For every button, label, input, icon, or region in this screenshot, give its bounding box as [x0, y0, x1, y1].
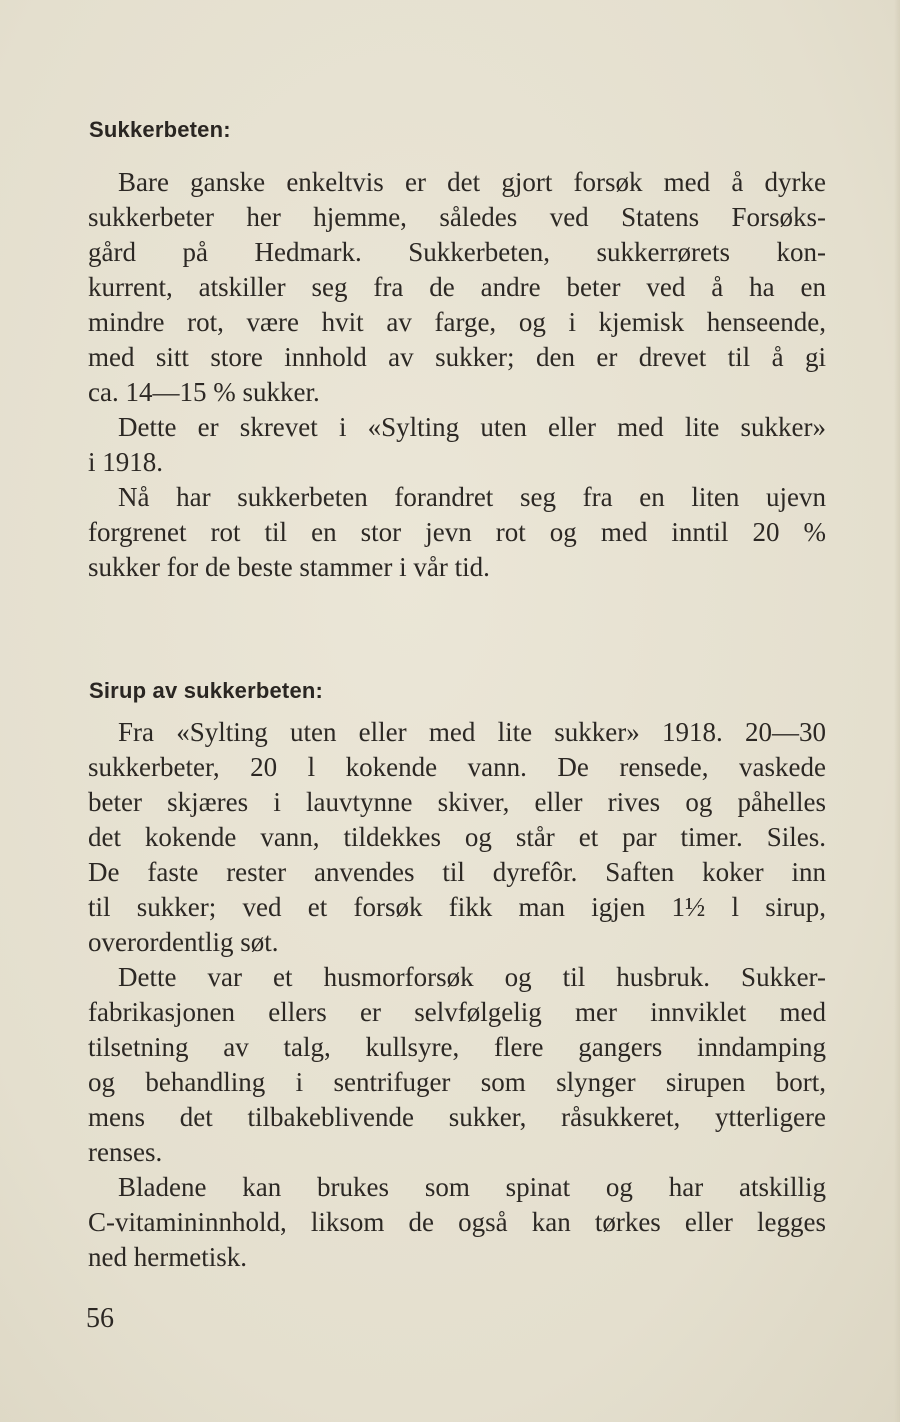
paragraph	[88, 410, 826, 480]
text-line: forgrenet rot til en stor jevn rot og med inntil 20 %	[88, 517, 826, 547]
text-line: beter skjæres i lauvtynne skiver, eller rives og påhelles	[88, 787, 826, 817]
paragraph	[88, 480, 826, 585]
text-line: Bare ganske enkeltvis er det gjort forsøk med å dyrke	[118, 167, 826, 197]
text-line: mens det tilbakeblivende sukker, råsukkeret, ytterligere	[88, 1102, 826, 1132]
text-line: med sitt store innhold av sukker; den er drevet til å gi	[88, 342, 826, 372]
section-body	[88, 715, 826, 1275]
text-line: sukkerbeter her hjemme, således ved Statens Forsøks-	[88, 202, 826, 232]
text-line: tilsetning av talg, kullsyre, flere gangers inndamping	[88, 1032, 826, 1062]
text-line: Dette er skrevet i «Sylting uten eller med lite sukker»	[118, 412, 826, 442]
page-edge-shadow	[894, 0, 900, 1422]
text-line: til sukker; ved et forsøk fikk man igjen 1½ l sirup,	[88, 892, 826, 922]
paragraph	[88, 1170, 826, 1275]
text-line: Bladene kan brukes som spinat og har atskillig	[118, 1172, 826, 1202]
section-body	[88, 165, 826, 585]
text-line: ca. 14—15 % sukker.	[88, 377, 320, 407]
text-line: mindre rot, være hvit av farge, og i kjemisk henseende,	[88, 307, 826, 337]
text-line: Fra «Sylting uten eller med lite sukker» 1918. 20—30	[118, 717, 826, 747]
text-line: Dette var et husmorforsøk og til husbruk. Sukker-	[118, 962, 826, 992]
text-line: det kokende vann, tildekkes og står et par timer. Siles.	[88, 822, 826, 852]
text-line: sukkerbeter, 20 l kokende vann. De rensede, vaskede	[88, 752, 826, 782]
section-heading: Sukkerbeten:	[89, 117, 231, 142]
text-line: fabrikasjonen ellers er selvfølgelig mer innviklet med	[88, 997, 826, 1027]
text-line: C-vitamininnhold, liksom de også kan tørkes eller legges	[88, 1207, 826, 1237]
text-line: sukker for de beste stammer i vår tid.	[88, 552, 490, 582]
text-line: overordentlig søt.	[88, 927, 279, 957]
section-heading: Sirup av sukkerbeten:	[89, 678, 324, 703]
text-line: Nå har sukkerbeten forandret seg fra en liten ujevn	[118, 482, 826, 512]
text-line: i 1918.	[88, 447, 164, 477]
paragraph	[88, 165, 826, 410]
paragraph	[88, 715, 826, 960]
text-line: De faste rester anvendes til dyrefôr. Saften koker inn	[88, 857, 826, 887]
text-line: ned hermetisk.	[88, 1242, 247, 1272]
text-line: gård på Hedmark. Sukkerbeten, sukkerrørets kon-	[88, 237, 826, 267]
page-number: 56	[86, 1303, 114, 1334]
paragraph	[88, 960, 826, 1170]
text-line: og behandling i sentrifuger som slynger sirupen bort,	[88, 1067, 826, 1097]
text-line: kurrent, atskiller seg fra de andre beter ved å ha en	[88, 272, 826, 302]
text-line: renses.	[88, 1137, 163, 1167]
